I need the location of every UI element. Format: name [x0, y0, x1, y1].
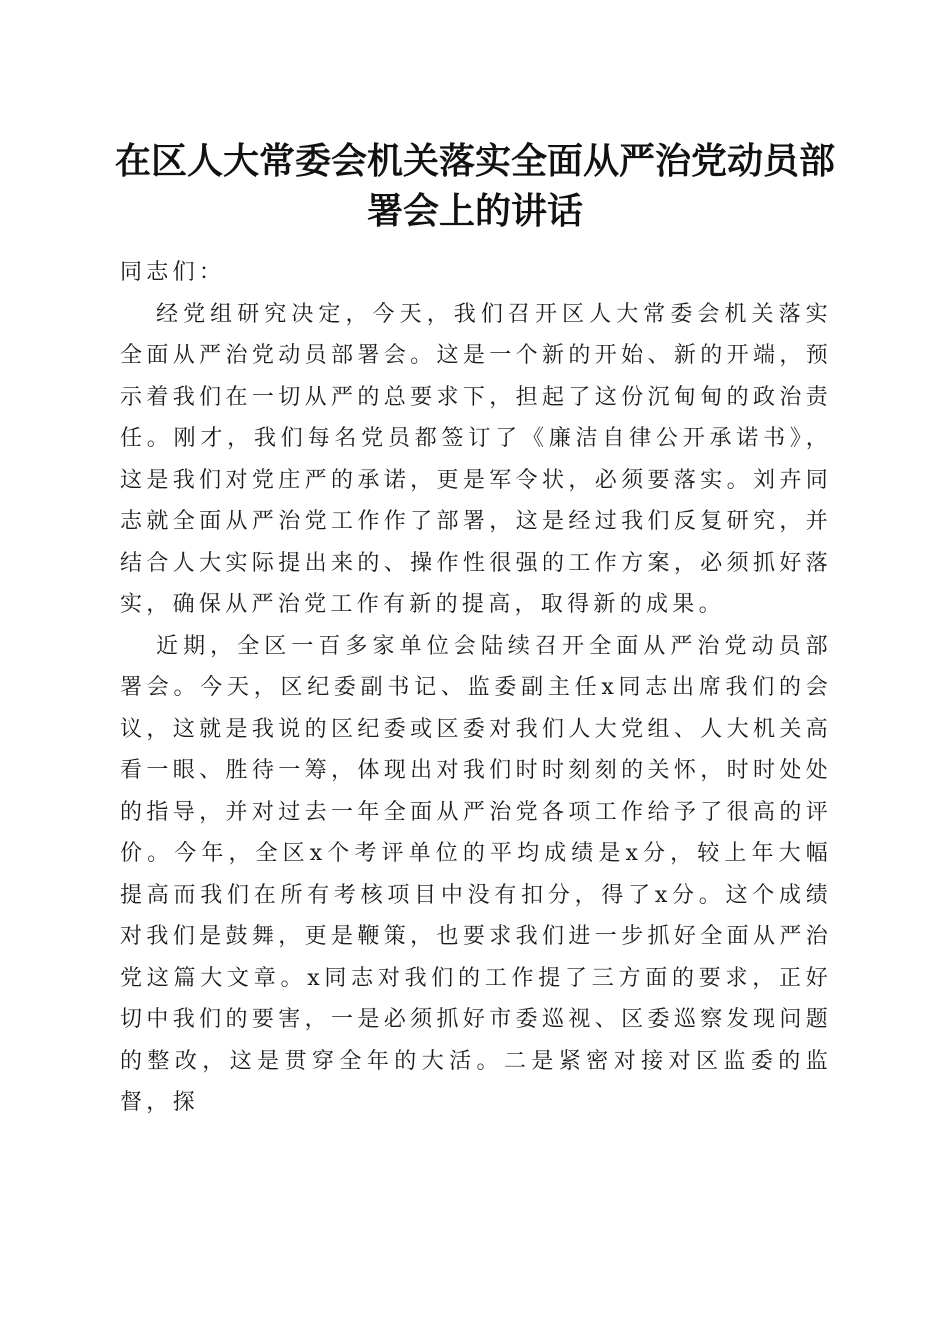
speech-body: [120, 252, 832, 1124]
paragraph: 经党组研究决定，今天，我们召开区人大常委会机关落实全面从严治党动员部署会。这是一个新的开始、新的开端，预示着我们在一切从严的总要求下，担起了这份沉甸甸的政治责任。刚才，我们每名党员都签订了《廉洁自律公开承诺书》，这是我们对党庄严的承诺，更是军令状，必须要落实。刘卉同志就全面从严治党工作作了部署，这是经过我们反复研究，并结合人大实际提出来的、操作性很强的工作方案，必须抓好落实，确保从严治党工作有新的提高，取得新的成果。: [120, 301, 832, 617]
salutation: 同志们：: [120, 260, 226, 285]
page-title: 在区人大常委会机关落实全面从严治党动员部署会上的讲话: [114, 140, 835, 232]
paragraph: 近期，全区一百多家单位会陆续召开全面从严治党动员部署会。今天，区纪委副书记、监委副主任x同志出席我们的会议，这就是我说的区纪委或区委对我们人大党组、人大机关高看一眼、胜待一筹，体现出对我们时时刻刻的关怀，时时处处的指导，并对过去一年全面从严治党各项工作给予了很高的评价。今年，全区x个考评单位的平均成绩是x分，较上年大幅提高而我们在所有考核项目中没有扣分，得了x分。这个成绩对我们是鼓舞，更是鞭策，也要求我们进一步抓好全面从严治党这篇大文章。x同志对我们的工作提了三方面的要求，正好切中我们的要害，一是必须抓好市委巡视、区委巡察发现问题的整改，这是贯穿全年的大活。二是紧密对接对区监委的监督，探: [120, 633, 832, 1115]
